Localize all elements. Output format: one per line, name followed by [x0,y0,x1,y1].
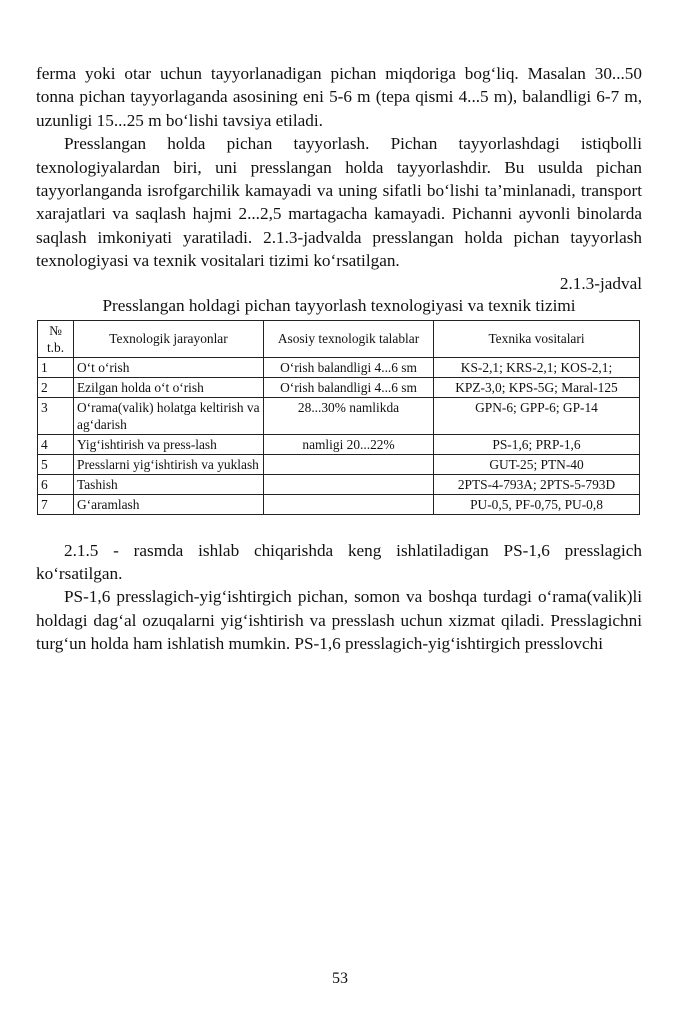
document-page [36,62,642,656]
row-process: Ezilgan holda o‘t o‘rish [74,377,264,397]
row-requirement: O‘rish balandligi 4...6 sm [264,377,434,397]
header-equipment: Texnika vositalari [434,320,640,357]
row-number: 2 [38,377,74,397]
row-requirement: O‘rish balandligi 4...6 sm [264,357,434,377]
page-number: 53 [332,970,348,987]
row-equipment: GPN-6; GPP-6; GP-14 [434,397,640,434]
row-process: Yig‘ishtirish va press-lash [74,434,264,454]
table-header-row [38,320,640,357]
header-number: № t.b. [38,320,74,357]
header-processes: Texnologik jarayonlar [74,320,264,357]
row-number: 5 [38,454,74,474]
row-number: 4 [38,434,74,454]
row-requirement: namligi 20...22% [264,434,434,454]
row-number: 6 [38,474,74,494]
row-equipment: PS-1,6; PRP-1,6 [434,434,640,454]
row-process: O‘rama(valik) holatga keltirish va ag‘darish [74,397,264,434]
table-title: Presslangan holdagi pichan tayyorlash texnologiyasi va texnik tizimi [102,295,576,315]
row-process: G‘aramlash [74,494,264,514]
table-row [38,454,640,474]
table-row [38,397,640,434]
row-number: 3 [38,397,74,434]
table-row [38,434,640,454]
row-process: Tashish [74,474,264,494]
row-process: Presslarni yig‘ishtirish va yuklash [74,454,264,474]
paragraph-3: 2.1.5 - rasmda ishlab chiqarishda keng ishlatiladigan PS-1,6 presslagich ko‘rsatilgan. [36,540,642,584]
row-equipment: GUT-25; PTN-40 [434,454,640,474]
row-requirement [264,474,434,494]
header-requirements: Asosiy texnologik talablar [264,320,434,357]
table-row [38,377,640,397]
row-number: 7 [38,494,74,514]
table-number: 2.1.3-jadval [559,273,642,293]
row-requirement [264,454,434,474]
row-equipment: PU-0,5, PF-0,75, PU-0,8 [434,494,640,514]
row-equipment: 2PTS-4-793A; 2PTS-5-793D [434,474,640,494]
row-equipment: KPZ-3,0; KPS-5G; Maral-125 [434,377,640,397]
paragraph-2: Presslangan holda pichan tayyorlash. Pichan tayyorlashdagi istiqbolli texnologiyalardan biri, uni presslangan holda tayyorlashdir. Bu usulda pichan tayyorlanganda isrofgarchilik kamayadi va uning sifatli bo‘lishi ta’minlanadi, transport xarajatlari va saqlash hajmi 2...2,5 martagacha kamayadi. Pichanni ayvonli binolarda saqlash imkoniyati yaratiladi. 2.1.3-jadvalda presslangan holda pichan tayyorlash texnologiyasi va texnik vositalari tizimi ko‘rsatilgan. [36,134,642,271]
row-number: 1 [38,357,74,377]
table-row [38,494,640,514]
paragraph-1: ferma yoki otar uchun tayyorlanadigan pichan miqdoriga bog‘liq. Masalan 30...50 tonna pichan tayyorlaganda asosining eni 5-6 m (tepa qismi 4...5 m), balandligi 6-7 m, uzunligi 15...25 m bo‘lishi tavsiya etiladi. [36,64,642,130]
technology-table [37,320,640,515]
table-row [38,474,640,494]
row-requirement [264,494,434,514]
row-requirement: 28...30% namlikda [264,397,434,434]
paragraph-4: PS-1,6 presslagich-yig‘ishtirgich pichan, somon va boshqa turdagi o‘rama(valik)li holdagi dag‘al ozuqalarni yig‘ishtirish va presslash uchun xizmat qiladi. Presslagichni turg‘un holda ham ishlatish mumkin. PS-1,6 presslagich-yig‘ishtirgich presslovchi [36,587,642,654]
row-equipment: KS-2,1; KRS-2,1; KOS-2,1; [434,357,640,377]
table-row [38,357,640,377]
row-process: O‘t o‘rish [74,357,264,377]
